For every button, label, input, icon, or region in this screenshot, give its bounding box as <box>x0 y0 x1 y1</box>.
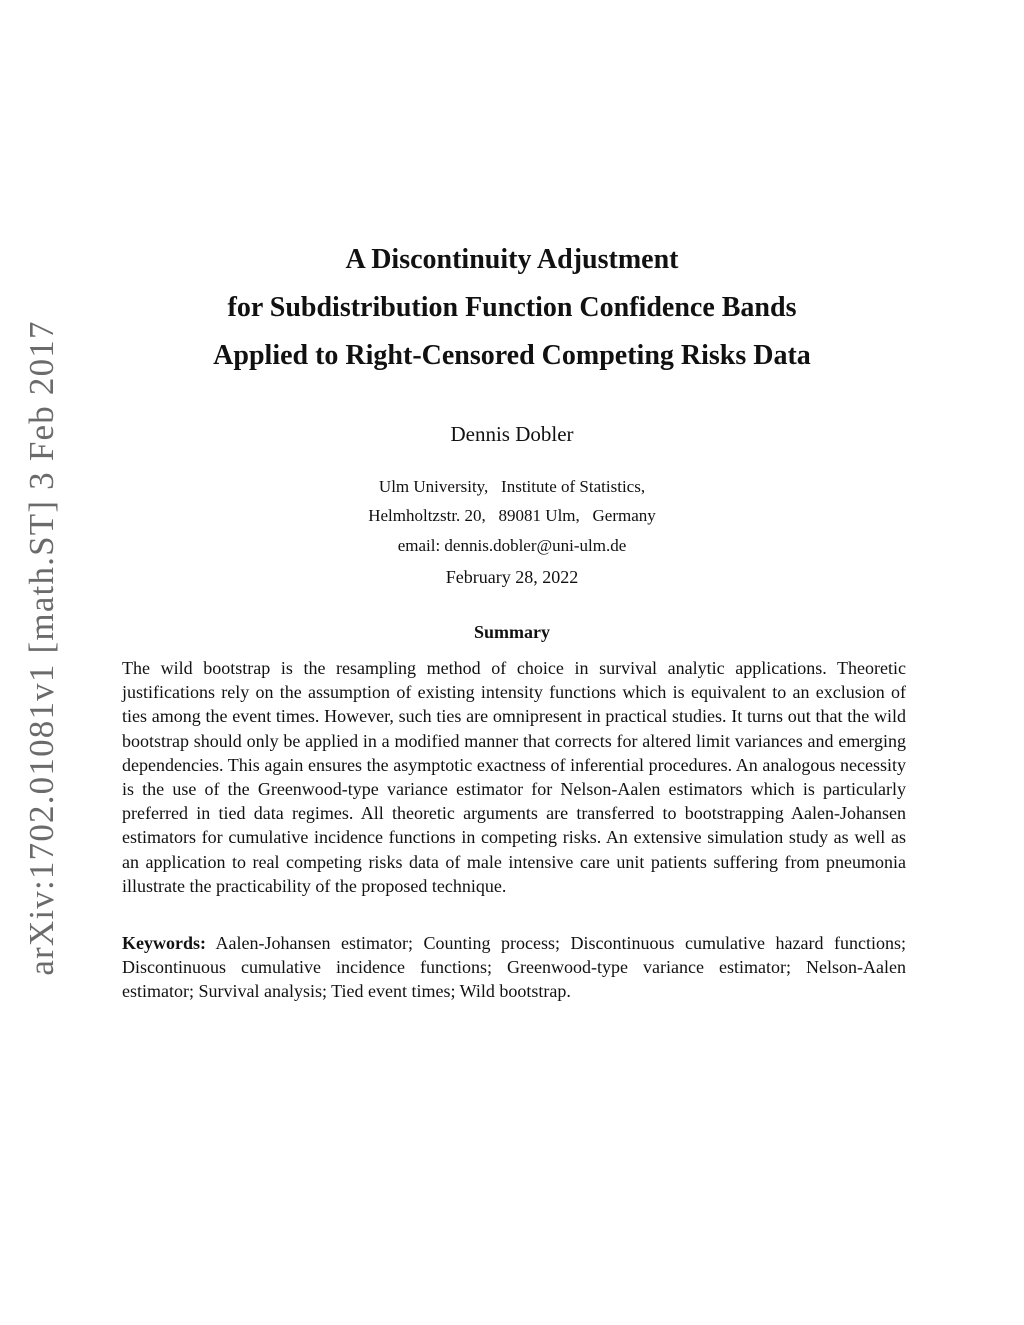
author-name: Dennis Dobler <box>450 422 574 446</box>
abstract-text: The wild bootstrap is the resampling method of choice in survival analytic applications. Theoretic justifications rely on the assumption of existing intensity functions which is equivalent to an exclusion of ties among the event times. However, such ties are omnipresent in practical studies. It turns out that the wild bootstrap should only be applied in a modified manner that corrects for altered limit variances and emerging dependencies. This again ensures the asymptotic exactness of inferential procedures. An analogous necessity is the use of the Greenwood-type variance estimator for Nelson-Aalen estimators which is particularly preferred in tied data regimes. All theoretic arguments are transferred to bootstrapping Aalen-Johansen estimators for cumulative incidence functions in competing risks. An extensive simulation study as well as an application to real competing risks data of male intensive care unit patients suffering from pneumonia illustrate the practicability of the proposed technique. <box>122 658 906 896</box>
author-email: email: dennis.dobler@uni-ulm.de <box>397 536 627 555</box>
title-line-1: A Discontinuity Adjustment <box>345 244 679 275</box>
keywords-paragraph <box>122 931 906 1004</box>
arxiv-identifier-stamp: arXiv:1702.01081v1 [math.ST] 3 Feb 2017 <box>22 320 61 976</box>
affiliation-line-1: Ulm University, Institute of Statistics, <box>378 477 646 496</box>
keywords-text: Aalen-Johansen estimator; Counting process; Discontinuous cumulative hazard functions; Discontinuous cumulative incidence functions; Greenwood-type variance estimator; Nelson-Aalen estimator; Survival analysis; Tied event times; Wild bootstrap. <box>122 933 906 1002</box>
title-line-2: for Subdistribution Function Confidence Bands <box>227 292 797 323</box>
title-line-3: Applied to Right-Censored Competing Risks Data <box>213 340 811 371</box>
paper-date: February 28, 2022 <box>445 567 579 587</box>
keywords-label: Keywords: <box>122 933 206 953</box>
affiliation-line-2: Helmholtzstr. 20, 89081 Ulm, Germany <box>368 506 656 525</box>
summary-heading: Summary <box>474 622 550 642</box>
